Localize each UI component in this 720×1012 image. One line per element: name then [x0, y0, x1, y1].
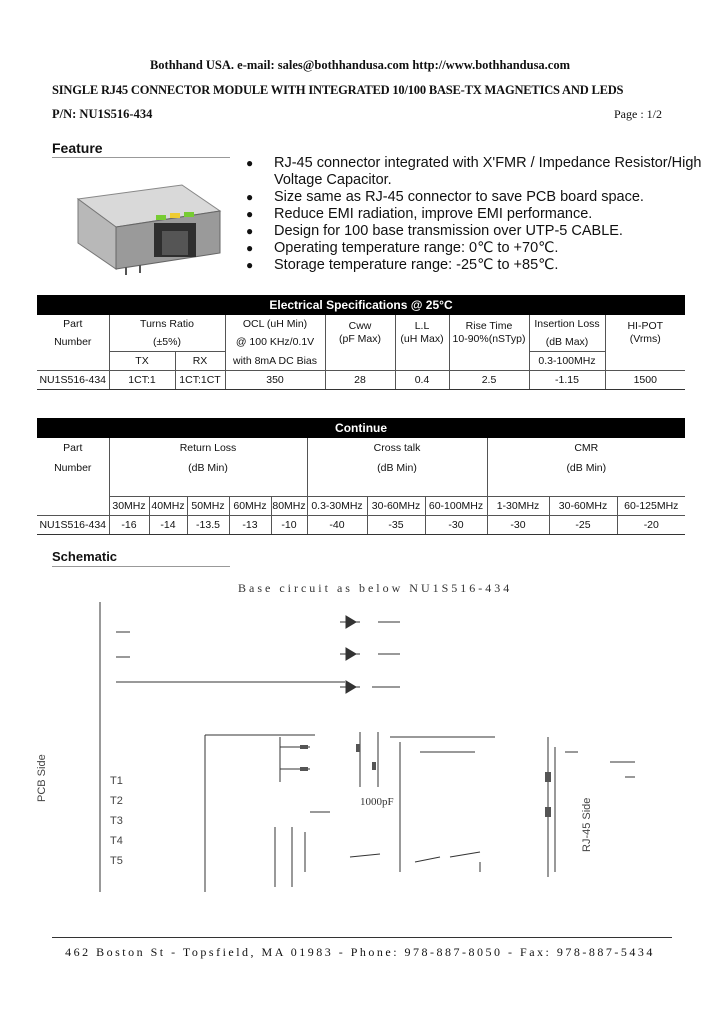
value-tx: 1CT:1: [109, 371, 175, 390]
value-cell: -16: [109, 516, 149, 535]
feature-item: ● RJ-45 connector integrated with X'FMR / Impedance Resistor/High Voltage Capacitor.: [246, 155, 720, 189]
feature-divider: [52, 157, 230, 158]
freq-cell: 60MHz: [229, 497, 271, 516]
rj45-side-label: RJ-45 Side: [581, 797, 593, 852]
cap-label: 1000pF: [360, 796, 394, 808]
value-cell: -25: [549, 516, 617, 535]
cww-label: Cww: [348, 320, 372, 333]
row-part-number: NU1S516-434: [37, 516, 109, 535]
freq-cell: 60-100MHz: [425, 497, 487, 516]
value-cell: -20: [617, 516, 685, 535]
electrical-spec-table: [37, 295, 685, 390]
header-part-number: [37, 438, 109, 478]
part-number: P/N: NU1S516-434: [52, 107, 153, 121]
schematic-diagram: [36, 572, 640, 917]
value-cell: -10: [271, 516, 307, 535]
pin-label: T2: [110, 795, 123, 807]
header-ins-range: 0.3-100MHz: [529, 352, 605, 371]
continue-title: Continue: [37, 418, 685, 438]
pcb-side-label: PCB Side: [36, 754, 48, 802]
header-ocl-bias: with 8mA DC Bias: [225, 352, 325, 371]
pin-label: T5: [110, 855, 123, 867]
value-cww: 28: [325, 371, 395, 390]
freq-cell: 1-30MHz: [487, 497, 549, 516]
pin-label: T3: [110, 815, 123, 827]
header-return-loss: Return Loss: [109, 438, 307, 458]
feature-heading: Feature: [52, 140, 103, 156]
schematic-heading: Schematic: [52, 549, 118, 564]
row-part-number: NU1S516-434: [37, 371, 109, 390]
header-cmr: CMR: [487, 438, 685, 458]
cmr-unit: (dB Min): [487, 458, 685, 478]
feature-item: ● Reduce EMI radiation, improve EMI performance.: [246, 206, 720, 223]
value-cell: -14: [149, 516, 187, 535]
page-indicator: Page : 1/2: [614, 107, 662, 121]
company-contact-line: Bothhand USA. e-mail: sales@bothhandusa.com http://www.bothhandusa.com: [149, 58, 571, 72]
header-rx: RX: [175, 352, 225, 371]
feature-item: ● Size same as RJ-45 connector to save PCB board space.: [246, 189, 720, 206]
freq-cell: 50MHz: [187, 497, 229, 516]
header-number: Number: [54, 336, 92, 349]
header-hipot: [605, 315, 685, 352]
header-turns-tol: (±5%): [109, 333, 225, 352]
value-cell: -40: [307, 516, 367, 535]
value-hipot: 1500: [605, 371, 685, 390]
number-label: Number: [54, 462, 92, 474]
schematic-caption: Base circuit as below NU1S516-434: [238, 581, 513, 595]
header-cww: [325, 315, 395, 352]
feature-item: ● Operating temperature range: 0℃ to +70℃.: [246, 240, 720, 257]
ll-unit: (uH Max): [400, 333, 444, 346]
value-ocl: 350: [225, 371, 325, 390]
pin-label: T1: [110, 775, 123, 787]
header-ll: [395, 315, 449, 352]
continue-spec-table: [37, 418, 685, 535]
header-crosstalk: Cross talk: [307, 438, 487, 458]
schematic-divider: [52, 566, 230, 567]
footer-divider: [52, 937, 672, 938]
header-part: Part: [63, 318, 83, 330]
pin-label: T4: [110, 835, 123, 847]
value-cell: -13.5: [187, 516, 229, 535]
freq-cell: 0.3-30MHz: [307, 497, 367, 516]
freq-cell: 80MHz: [271, 497, 307, 516]
header-turns-ratio: Turns Ratio: [109, 315, 225, 333]
freq-cell: 40MHz: [149, 497, 187, 516]
freq-cell: 30-60MHz: [549, 497, 617, 516]
value-cell: -30: [425, 516, 487, 535]
header-ins-unit: (dB Max): [529, 333, 605, 352]
value-insertion-loss: -1.15: [529, 371, 605, 390]
freq-cell: 30-60MHz: [367, 497, 425, 516]
hipot-unit: (Vrms): [629, 333, 661, 346]
value-ll: 0.4: [395, 371, 449, 390]
value-rise: 2.5: [449, 371, 529, 390]
electrical-spec-title: Electrical Specifications @ 25°C: [37, 295, 685, 315]
value-cell: -30: [487, 516, 549, 535]
document-title: SINGLE RJ45 CONNECTOR MODULE WITH INTEGRATED 10/100 BASE-TX MAGNETICS AND LEDS: [52, 83, 624, 97]
value-rx: 1CT:1CT: [175, 371, 225, 390]
part-label: Part: [63, 442, 83, 454]
header-tx: TX: [109, 352, 175, 371]
ll-label: L.L: [414, 320, 430, 333]
rl-unit: (dB Min): [109, 458, 307, 478]
freq-cell: 30MHz: [109, 497, 149, 516]
header-rise-time: [449, 315, 529, 352]
cww-unit: (pF Max): [339, 333, 381, 346]
value-cell: -35: [367, 516, 425, 535]
hipot-label: HI-POT: [627, 320, 664, 333]
feature-list: [246, 155, 720, 274]
header-ocl: OCL (uH Min): [225, 315, 325, 333]
rise-unit: 10-90%(nSTyp): [452, 333, 526, 346]
header-insertion-loss: Insertion Loss: [529, 315, 605, 333]
header-ocl-cond: @ 100 KHz/0.1V: [225, 333, 325, 352]
value-cell: -13: [229, 516, 271, 535]
rise-label: Rise Time: [465, 320, 513, 333]
ct-unit: (dB Min): [307, 458, 487, 478]
freq-cell: 60-125MHz: [617, 497, 685, 516]
rj45-product-image: [70, 177, 230, 277]
footer-address: 462 Boston St - Topsfield, MA 01983 - Phone: 978-887-8050 - Fax: 978-887-5434: [65, 945, 655, 959]
feature-item: ● Storage temperature range: -25℃ to +85℃.: [246, 257, 720, 274]
feature-item: ● Design for 100 base transmission over UTP-5 CABLE.: [246, 223, 720, 240]
